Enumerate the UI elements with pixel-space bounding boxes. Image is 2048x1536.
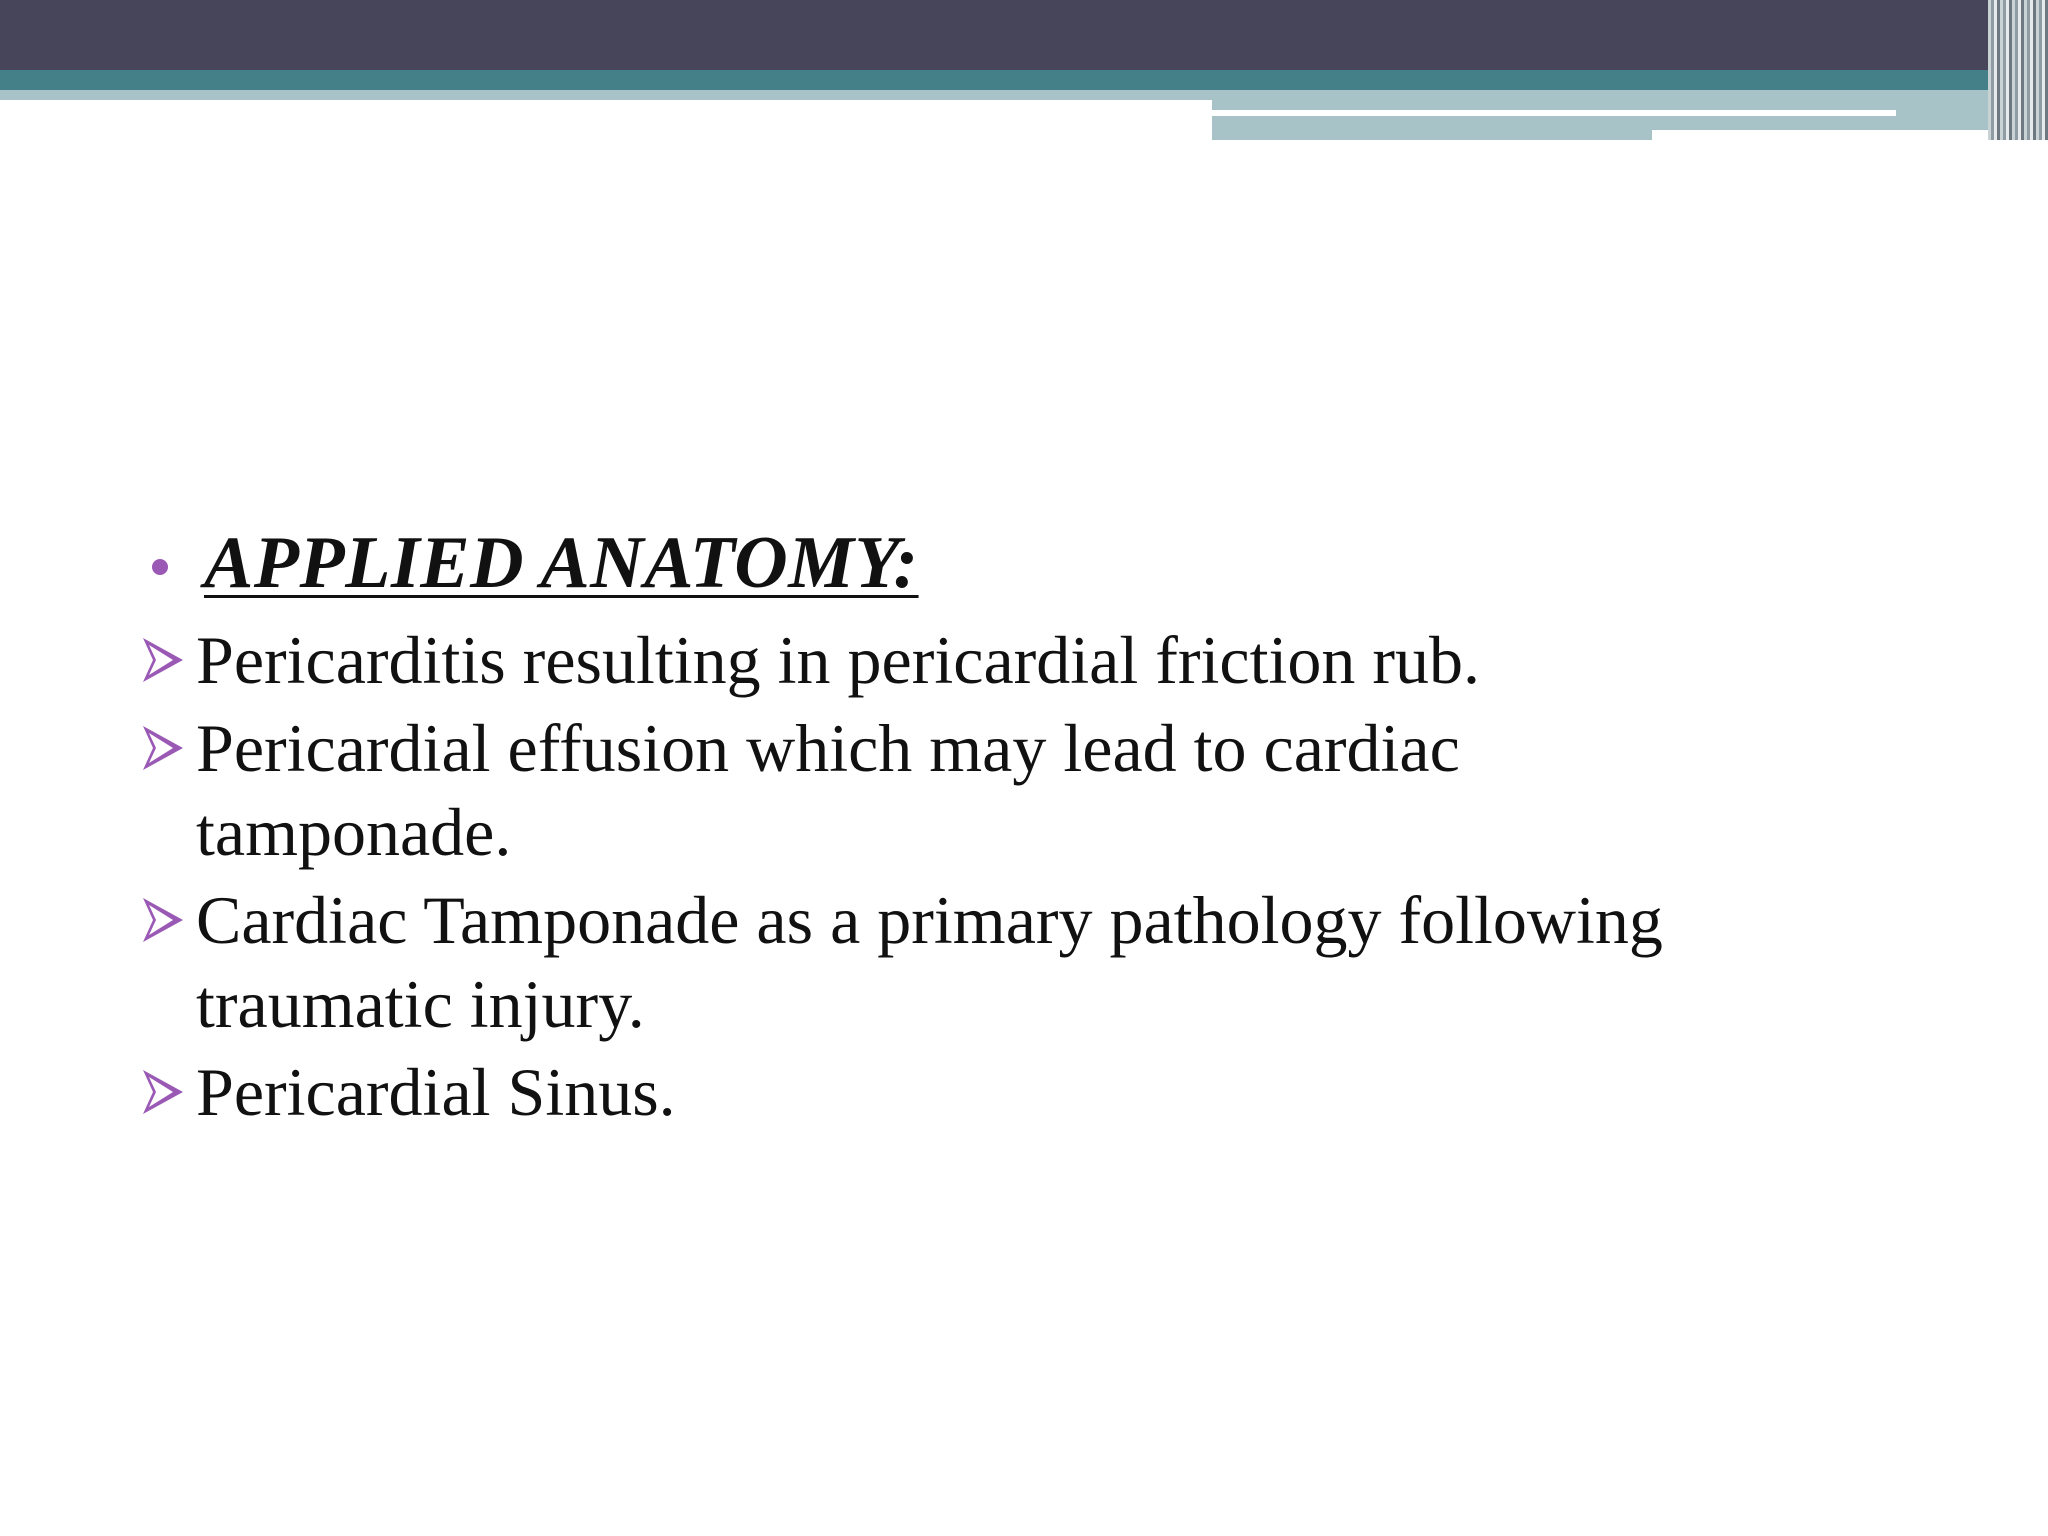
slide-content	[140, 512, 1940, 1134]
list-item-line: traumatic injury.	[196, 966, 645, 1042]
header-white-line	[1212, 110, 1896, 116]
list-item-line: tamponade.	[196, 794, 512, 870]
list-item-line: Pericardial effusion which may lead to cardiac	[196, 710, 1460, 786]
header-teal-band	[0, 70, 2048, 90]
list-item-text	[196, 1050, 1896, 1134]
list-item-line: Pericarditis resulting in pericardial friction rub.	[196, 622, 1481, 698]
list-item	[140, 706, 1940, 874]
list-item-line: Pericardial Sinus.	[196, 1054, 676, 1130]
list-item-line: Cardiac Tamponade as a primary pathology following	[196, 882, 1663, 958]
list-item-text	[196, 618, 1896, 702]
list-item	[140, 878, 1940, 1046]
arrow-bullet-icon	[140, 706, 196, 790]
arrow-bullet-icon	[140, 618, 196, 702]
arrow-bullet-icon	[140, 1050, 196, 1134]
bullet-list	[140, 618, 1940, 1134]
header-edge-stripes	[1988, 0, 2048, 140]
arrow-bullet-icon	[140, 878, 196, 962]
list-item	[140, 1050, 1940, 1134]
header-light-band-left	[0, 90, 1212, 100]
list-item-text	[196, 878, 1896, 1046]
round-bullet-icon	[152, 559, 168, 575]
heading-row	[140, 512, 1940, 614]
list-item-text	[196, 706, 1896, 874]
slide-heading: APPLIED ANATOMY:	[204, 522, 919, 604]
list-item	[140, 618, 1940, 702]
header-dark-band	[0, 0, 2048, 70]
